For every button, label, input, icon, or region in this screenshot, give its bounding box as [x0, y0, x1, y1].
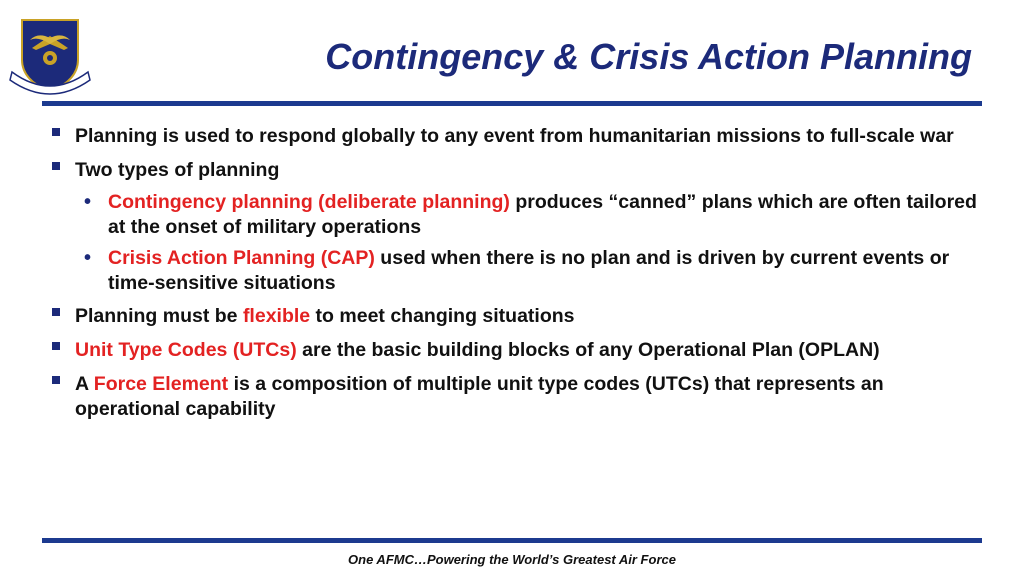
bullet-item — [48, 372, 988, 422]
bullet-item — [48, 338, 988, 363]
highlight-text: Unit Type Codes (UTCs) — [75, 339, 297, 361]
bullet-item — [48, 304, 988, 329]
bullet-text: produces “canned” plans which are often tailored at the onset of military operations — [108, 191, 977, 238]
bullet-text: Planning must be — [75, 305, 243, 327]
page-title: Contingency & Crisis Action Planning — [325, 36, 972, 77]
bullet-list — [48, 124, 988, 431]
sub-bullet-item — [48, 246, 988, 296]
bullet-text: Two types of planning — [75, 159, 280, 181]
sub-bullet-item — [48, 190, 988, 240]
highlight-text: Contingency planning (deliberate planning) — [108, 191, 510, 213]
bullet-text: A — [75, 373, 94, 395]
round-bullet-icon: • — [84, 191, 92, 213]
afmc-shield-logo — [8, 14, 92, 96]
square-bullet-icon — [52, 342, 60, 350]
bullet-text: used when there is no plan and is driven by current events or time-sensitive situations — [108, 247, 950, 294]
bullet-text: to meet changing situations — [310, 305, 575, 327]
square-bullet-icon — [52, 308, 60, 316]
bullet-text: is a composition of multiple unit type codes (UTCs) that represents an operational capability — [75, 373, 884, 420]
bullet-item — [48, 124, 988, 149]
round-bullet-icon: • — [84, 247, 92, 269]
square-bullet-icon — [52, 162, 60, 170]
bullet-text: Planning is used to respond globally to any event from humanitarian missions to full-scale war — [75, 125, 954, 147]
highlight-text: Crisis Action Planning (CAP) — [108, 247, 375, 269]
bullet-item — [48, 158, 988, 183]
bullet-text: are the basic building blocks of any Operational Plan (OPLAN) — [296, 339, 880, 361]
footer-slogan: One AFMC…Powering the World’s Greatest Air Force — [348, 552, 676, 567]
square-bullet-icon — [52, 128, 60, 136]
square-bullet-icon — [52, 376, 60, 384]
header-divider — [42, 101, 982, 106]
footer-divider — [42, 538, 982, 543]
highlight-text: flexible — [242, 305, 311, 327]
highlight-text: Force Element — [93, 373, 229, 395]
